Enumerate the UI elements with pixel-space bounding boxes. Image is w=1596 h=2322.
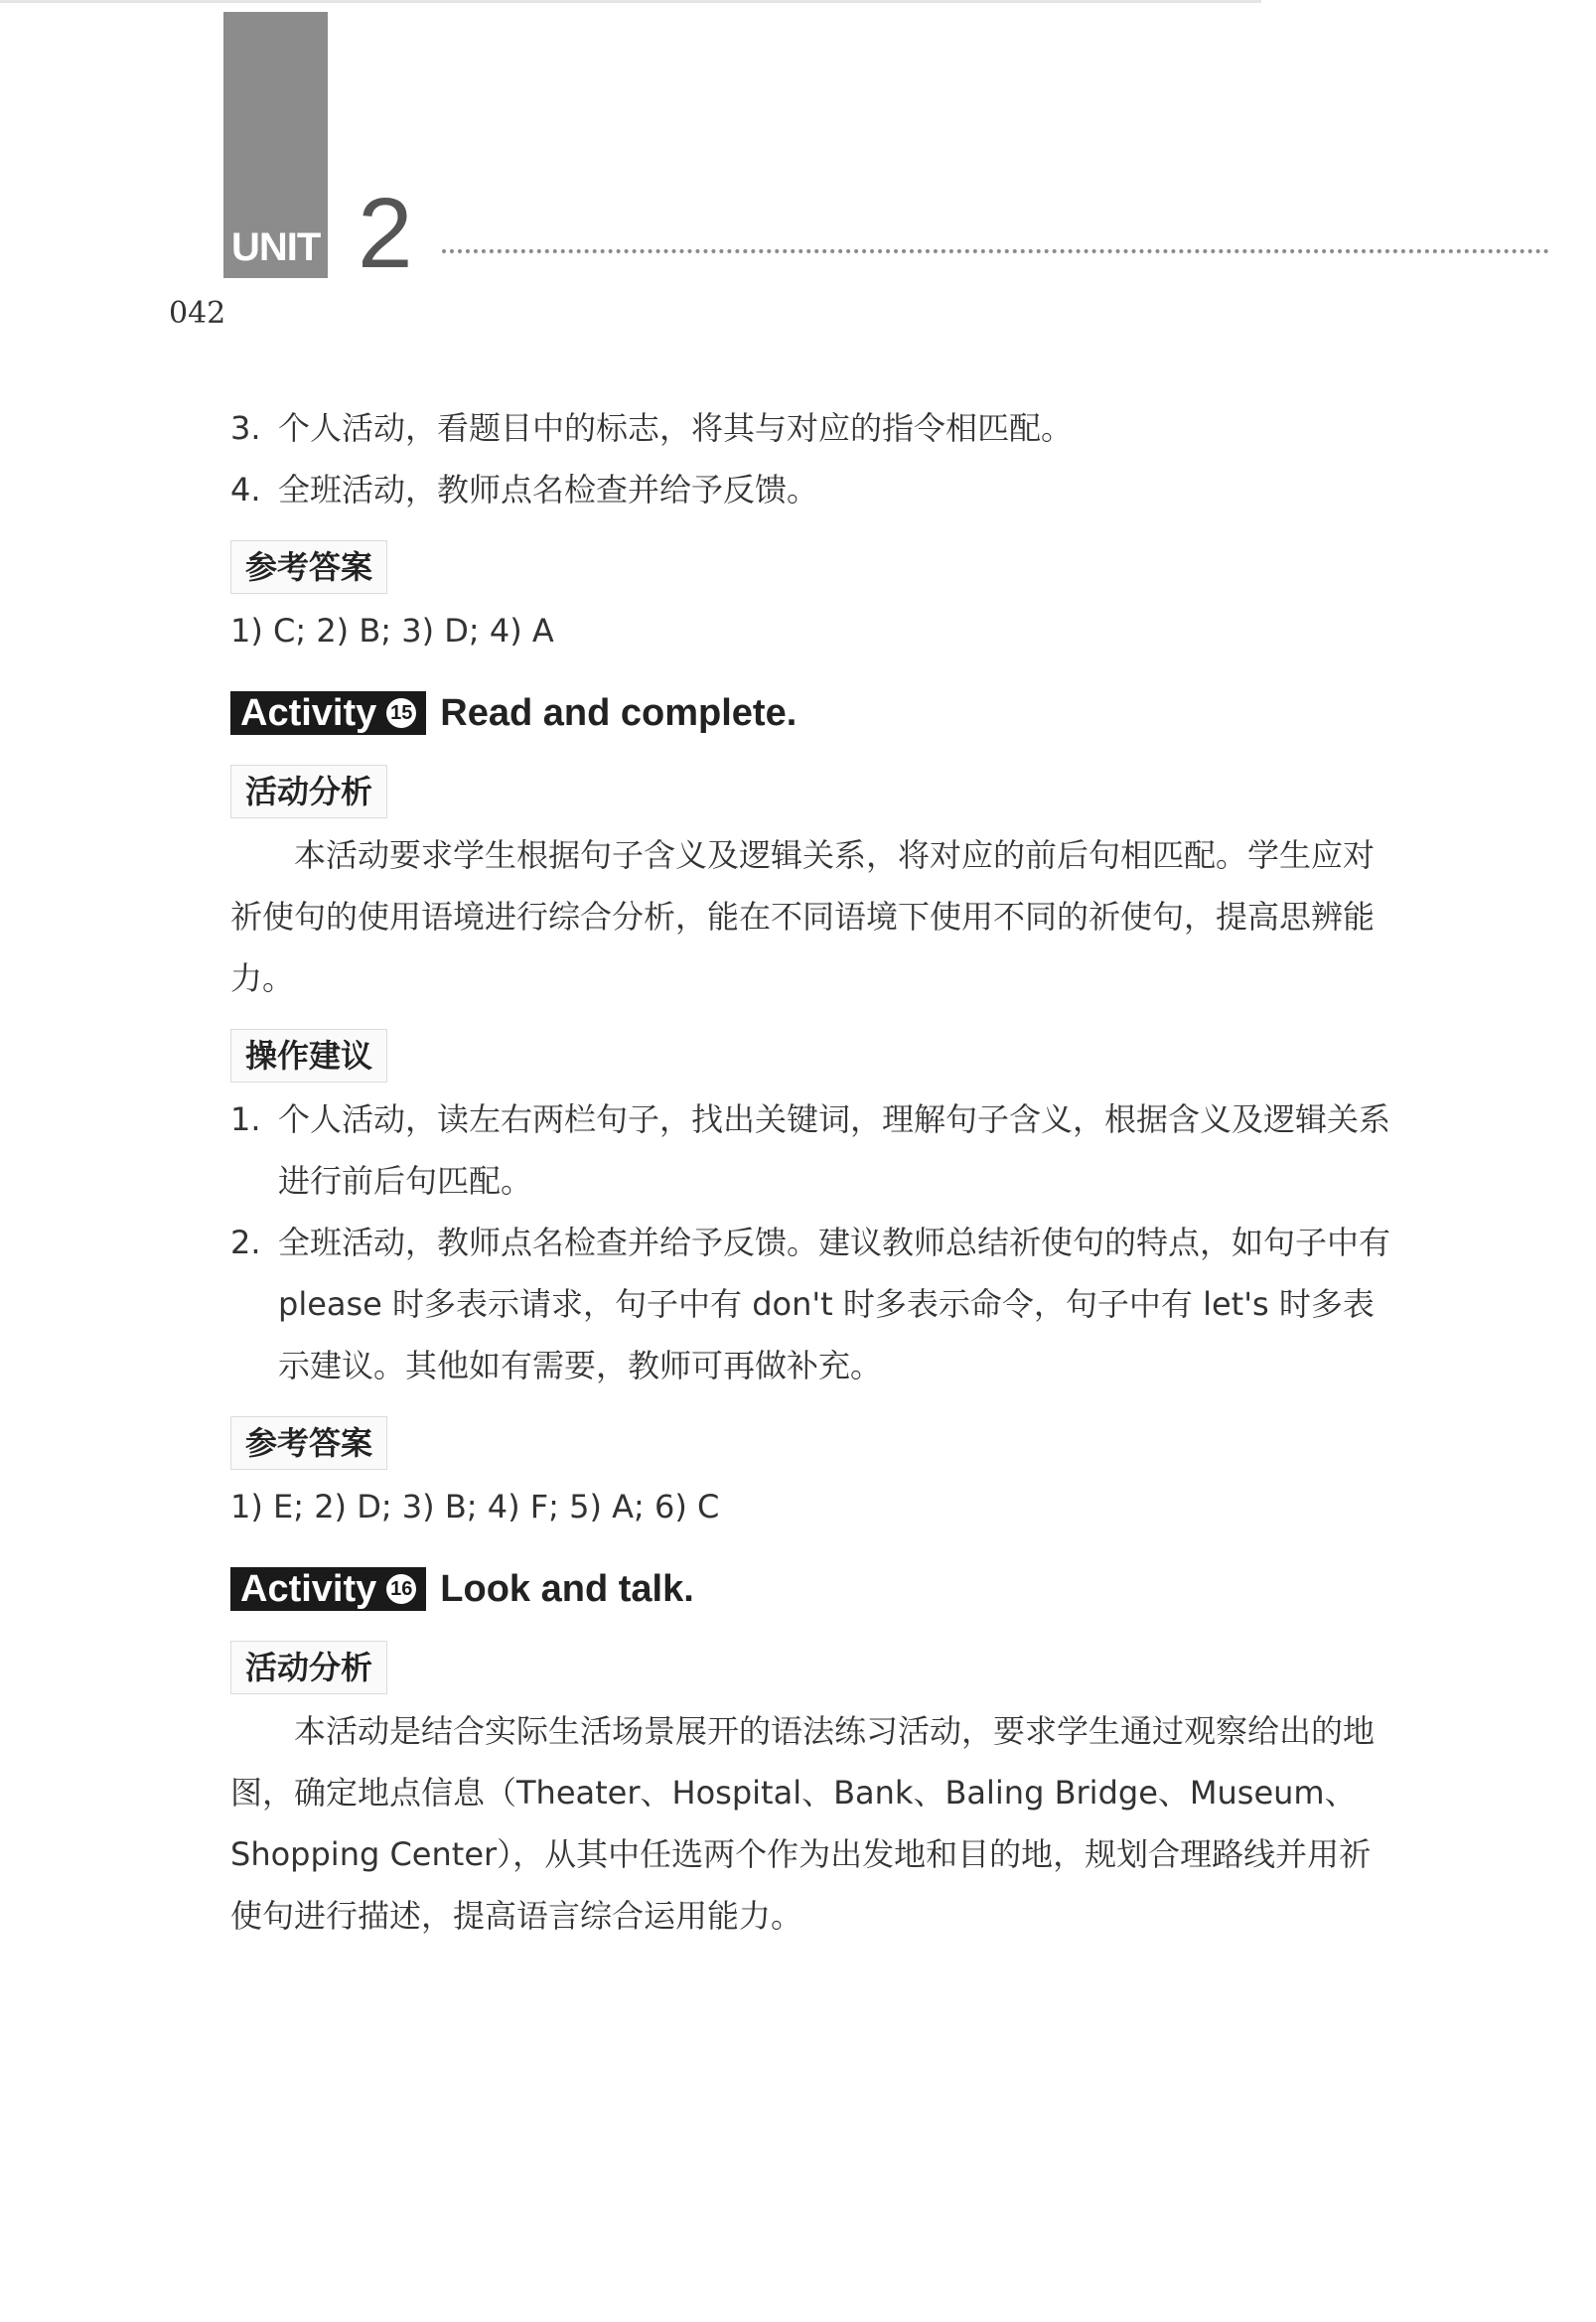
step-text: 全班活动，教师点名检查并给予反馈。 — [278, 471, 819, 508]
page-content — [230, 397, 1392, 1947]
step-text: 全班活动，教师点名检查并给予反馈。建议教师总结祈使句的特点，如句子中有 please 时多表示请求，句子中有 don't 时多表示命令，句子中有 let's 时多表示建议。其他如有需要，教师可再做补充。 — [278, 1224, 1391, 1384]
answer-key: 1) E; 2) D; 3) B; 4) F; 5) A; 6) C — [230, 1488, 720, 1525]
unit-tab — [223, 12, 328, 278]
step-number: 3. — [230, 409, 261, 447]
activity-badge — [230, 691, 426, 735]
answer-key-label: 参考答案 — [230, 540, 387, 594]
answer-key: 1) C; 2) B; 3) D; 4) A — [230, 612, 554, 650]
answer-key-label: 参考答案 — [230, 1416, 387, 1470]
unit-dotted-rule — [442, 249, 1549, 253]
step-number: 1. — [230, 1100, 261, 1138]
top-rule — [0, 0, 1261, 3]
activity-16-heading — [230, 1567, 1392, 1611]
analysis-paragraph: 本活动要求学生根据句子含义及逻辑关系，将对应的前后句相匹配。学生应对祈使句的使用语境进行综合分析，能在不同语境下使用不同的祈使句，提高思辨能力。 — [230, 836, 1376, 997]
activity-badge-label: Activity — [240, 1568, 377, 1610]
step-number: 4. — [230, 471, 261, 508]
analysis-label: 活动分析 — [230, 1641, 387, 1694]
suggestion-label: 操作建议 — [230, 1029, 387, 1083]
unit-label: UNIT — [231, 225, 321, 269]
analysis-label: 活动分析 — [230, 765, 387, 818]
step-item — [230, 459, 1392, 520]
step-item — [230, 1212, 1392, 1396]
page-number: 042 — [169, 296, 226, 331]
activity-number: 16 — [386, 1574, 416, 1604]
activity-15-heading — [230, 691, 1392, 735]
activity-title: Read and complete. — [440, 691, 798, 734]
activity-badge-label: Activity — [240, 692, 377, 734]
activity-title: Look and talk. — [440, 1567, 694, 1610]
step-item — [230, 1088, 1392, 1212]
step-text: 个人活动，看题目中的标志，将其与对应的指令相匹配。 — [278, 409, 1074, 447]
step-item — [230, 397, 1392, 459]
activity-number: 15 — [386, 698, 416, 728]
activity-badge — [230, 1567, 426, 1611]
top-steps — [230, 397, 1392, 520]
step-number: 2. — [230, 1224, 261, 1261]
analysis-paragraph: 本活动是结合实际生活场景展开的语法练习活动，要求学生通过观察给出的地图，确定地点信息（Theater、Hospital、Bank、Baling Bridge、Museum、Shopping Center），从其中任选两个作为出发地和目的地，规划合理路线并用祈使句进行描述，提高语言综合运用能力。 — [230, 1712, 1376, 1935]
step-text: 个人活动，读左右两栏句子，找出关键词，理解句子含义，根据含义及逻辑关系进行前后句匹配。 — [278, 1100, 1391, 1200]
unit-number: 2 — [358, 178, 413, 289]
